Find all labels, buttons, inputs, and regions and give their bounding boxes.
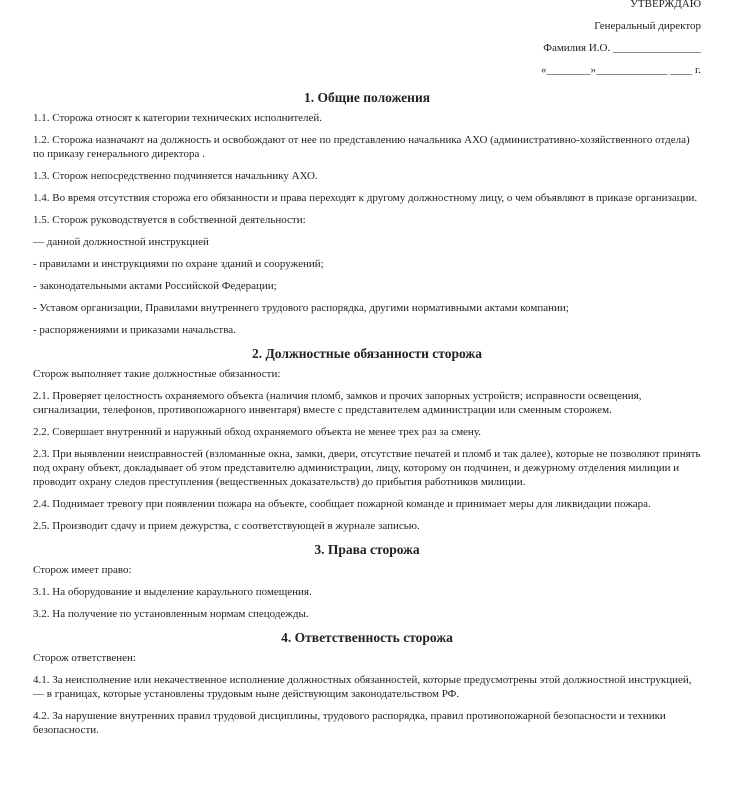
approval-position: Генеральный директор	[594, 20, 701, 32]
list-item: - правилами и инструкциями по охране зданий и сооружений;	[33, 258, 324, 270]
approval-heading: УТВЕРЖДАЮ	[630, 0, 701, 10]
section-title: 2. Должностные обязанности сторожа	[252, 346, 482, 361]
paragraph: 1.3. Сторож непосредственно подчиняется начальнику АХО.	[33, 170, 318, 182]
section-rights	[33, 541, 701, 621]
paragraph: 1.4. Во время отсутствия сторожа его обязанности и права переходят к другому должностному лицу, о чем объявляют в приказе организации.	[33, 192, 698, 204]
paragraph: Сторож имеет право:	[33, 564, 132, 576]
section-title: 1. Общие положения	[303, 90, 431, 105]
paragraph: 4.1. За неисполнение или некачественное исполнение должностных обязанностей, которые предусмотрены этой должностной инструкцией, — в границах, которые установлены трудовым ныне действующим законодательством РФ.	[33, 674, 692, 700]
paragraph: 2.4. Поднимает тревогу при появлении пожара на объекте, сообщает пожарной команде и принимает меры для ликвидации пожара.	[33, 498, 651, 510]
section-title: 3. Права сторожа	[314, 542, 420, 557]
approval-block	[541, 0, 701, 77]
section-title: 4. Ответственность сторожа	[281, 630, 453, 645]
section-responsibility	[33, 629, 701, 737]
section-general	[33, 89, 701, 337]
document-body	[33, 89, 701, 745]
paragraph: 4.2. За нарушение внутренних правил трудовой дисциплины, трудового распорядка, правил противопожарной безопасности и техники безопасности.	[33, 710, 666, 736]
paragraph: 2.3. При выявлении неисправностей (взломанные окна, замки, двери, отсутствие печатей и пломб и так далее), которые не позволяют принять под охрану объект, докладывает об этом представителю администрации, лицу, которому он подчинен, и дежурному отделения милиции и проводит охрану следов преступления (вещественных доказательств) до прибытия работников милиции.	[33, 448, 701, 488]
section-duties	[33, 345, 701, 533]
paragraph: 3.2. На получение по установленным нормам спецодежды.	[33, 608, 309, 620]
paragraph: Сторож ответственен:	[33, 652, 136, 664]
paragraph: Сторож выполняет такие должностные обязанности:	[33, 368, 281, 380]
list-item: - законодательными актами Российской Федерации;	[33, 280, 277, 292]
list-item: - распоряжениями и приказами начальства.	[33, 324, 236, 336]
paragraph: 1.2. Сторожа назначают на должность и освобождают от нее по представлению начальника АХО (административно-хозяйственного отдела) по приказу генерального директора .	[33, 134, 690, 160]
paragraph: 2.1. Проверяет целостность охраняемого объекта (наличия пломб, замков и прочих запорных устройств; исправности освещения, сигнализации, телефонов, противопожарного инвентаря) вместе с представителем администрации или сменным сторожем.	[33, 390, 642, 416]
paragraph: 2.5. Производит сдачу и прием дежурства, с соответствующей в журнале записью.	[33, 520, 420, 532]
paragraph: 1.5. Сторож руководствуется в собственной деятельности:	[33, 214, 306, 226]
list-item: - Уставом организации, Правилами внутреннего трудового распорядка, другими нормативными актами компании;	[33, 302, 569, 314]
approval-name-line: Фамилия И.О. ________________	[543, 42, 701, 54]
paragraph: 2.2. Совершает внутренний и наружный обход охраняемого объекта не менее трех раз за смену.	[33, 426, 481, 438]
document-page	[33, 0, 701, 812]
paragraph: 1.1. Сторожа относят к категории технических исполнителей.	[33, 112, 323, 124]
approval-date-line: «________»_____________ ____ г.	[540, 64, 701, 76]
list-item: — данной должностной инструкцией	[33, 236, 209, 248]
paragraph: 3.1. На оборудование и выделение караульного помещения.	[33, 586, 312, 598]
